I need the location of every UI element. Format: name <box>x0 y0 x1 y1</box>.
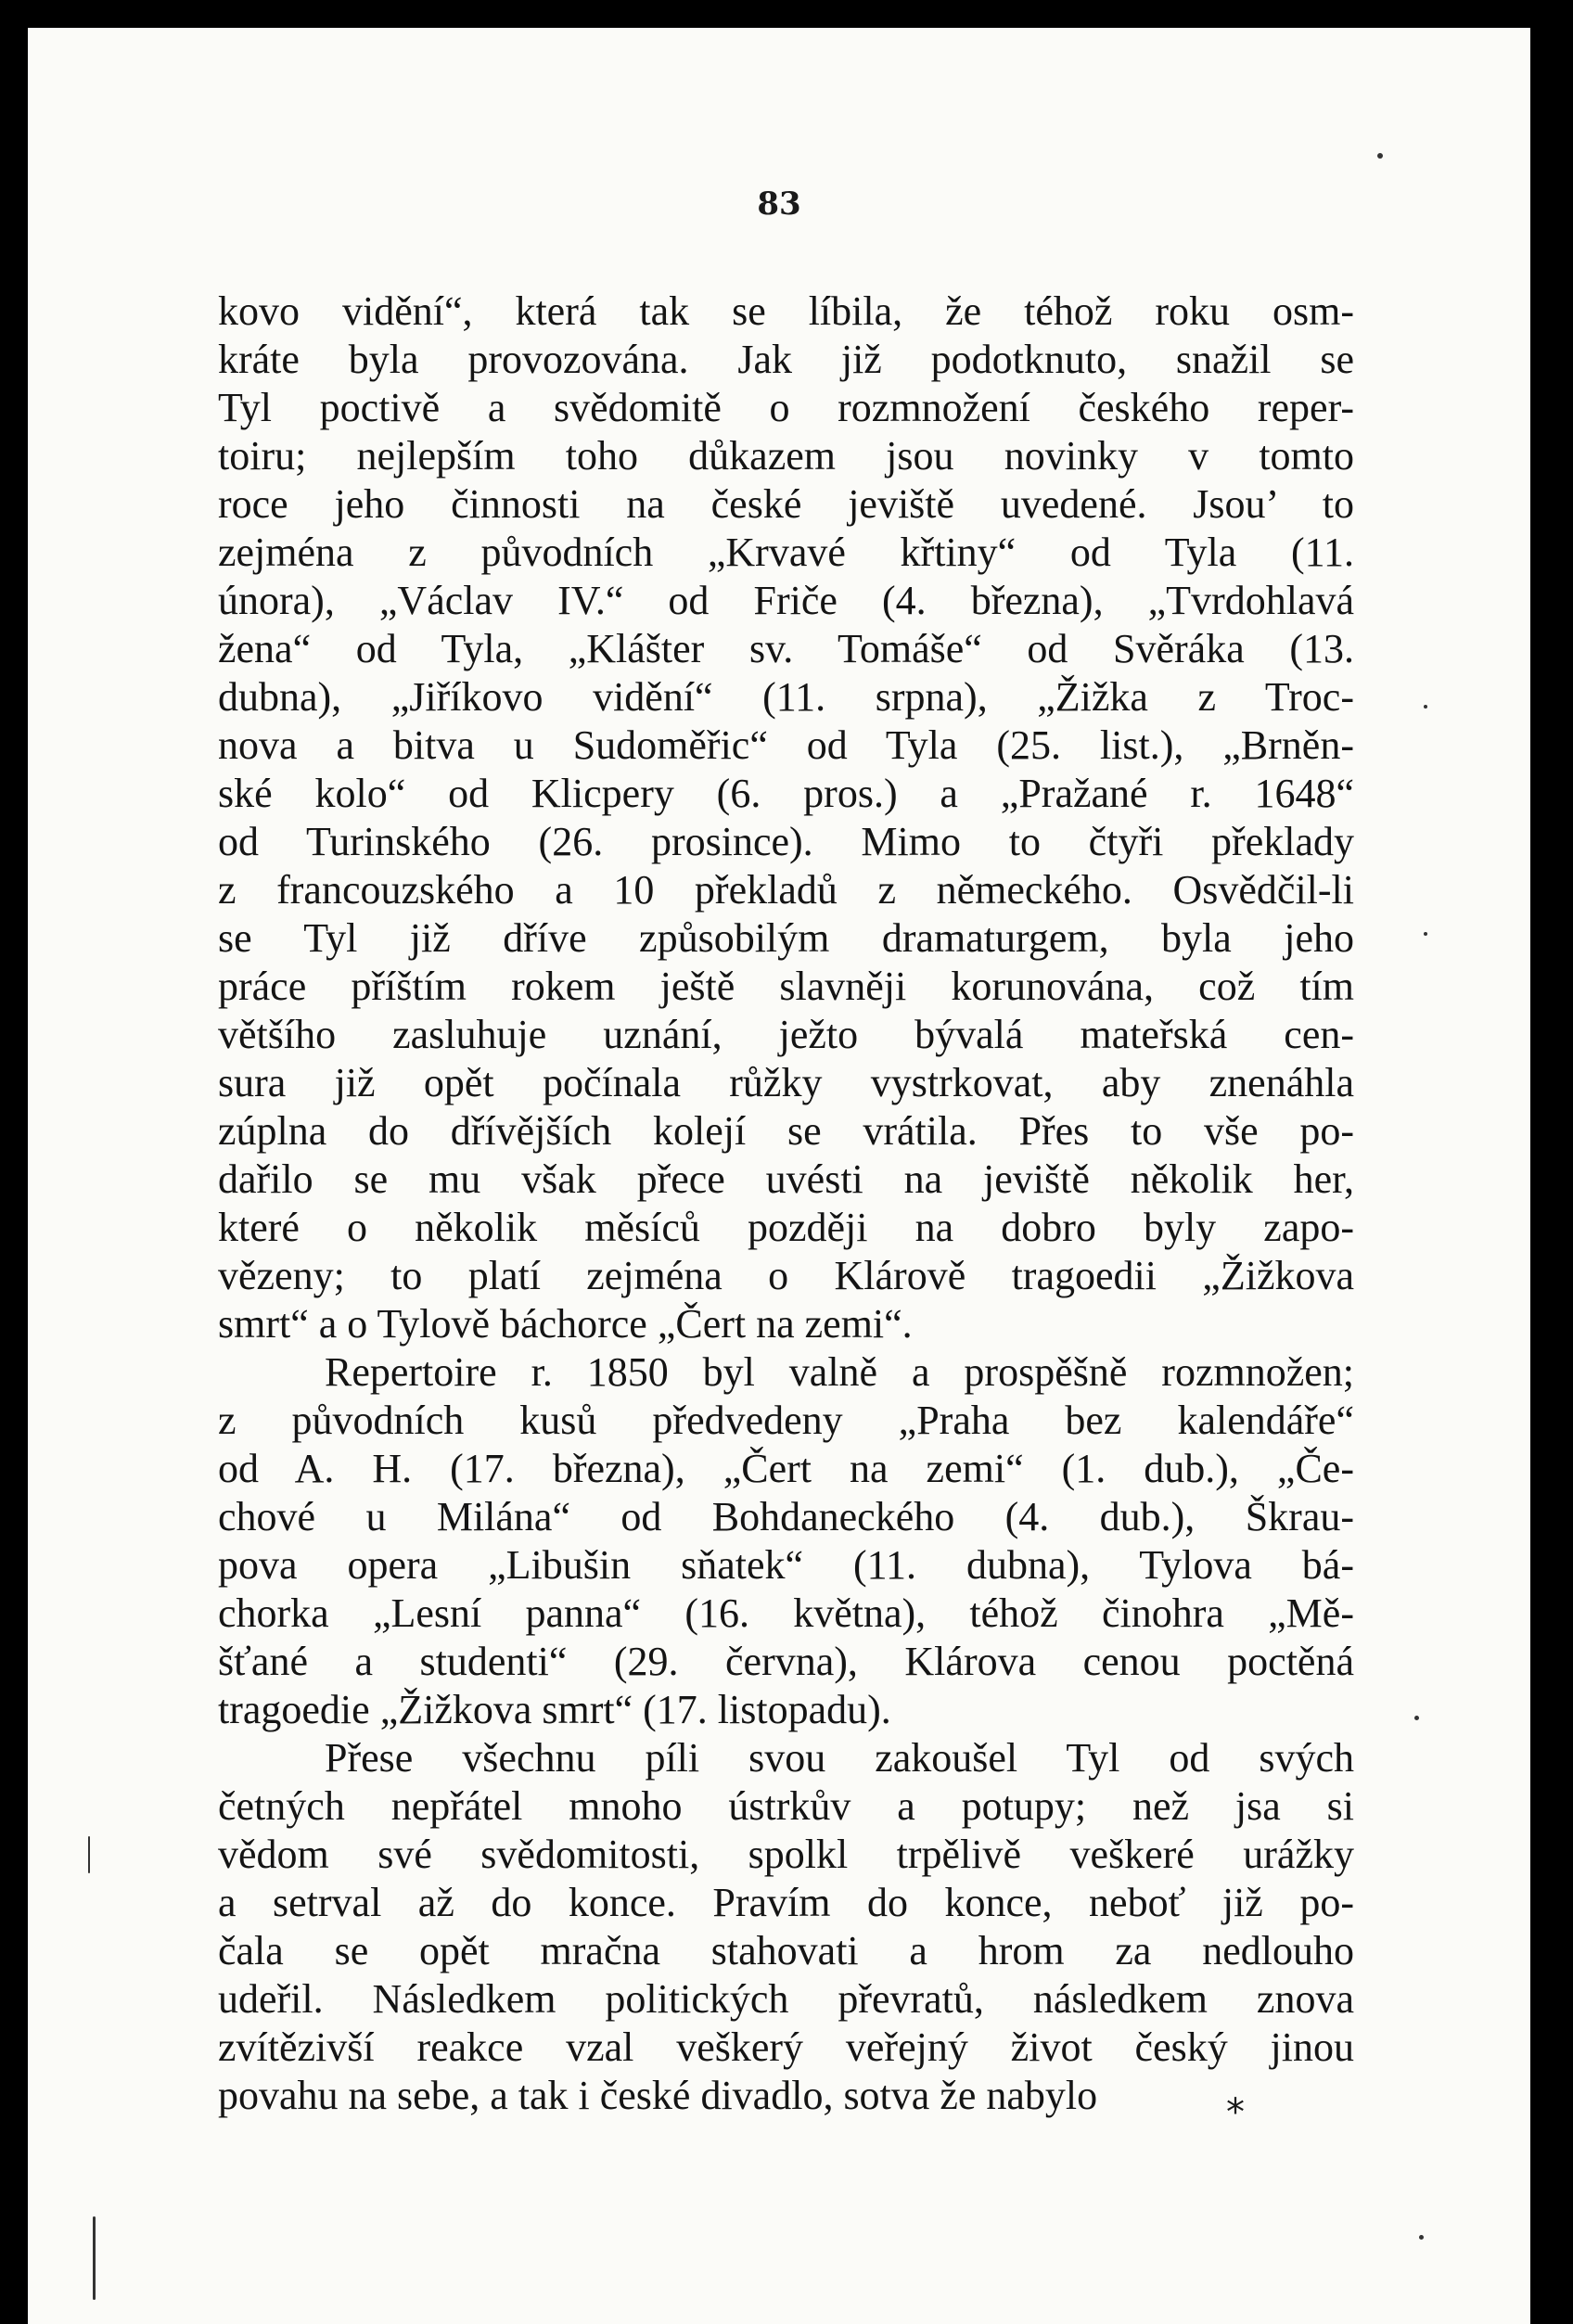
text-line: Tyl poctivě a svědomitě o rozmnožení českého reper- <box>218 385 1354 430</box>
text-line: února), „Václav IV.“ od Friče (4. března), „Tvrdohlavá <box>218 578 1354 623</box>
text-line: Repertoire r. 1850 byl valně a prospěšně rozmnožen; <box>325 1349 1354 1395</box>
scan-speck <box>1414 1716 1419 1720</box>
scan-speck <box>1424 705 1427 709</box>
text-line: nova a bitva u Sudoměřic“ od Tyla (25. list.), „Brněn- <box>218 722 1354 768</box>
text-line: smrt“ a o Tylově báchorce „Čert na zemi“. <box>218 1301 913 1347</box>
text-line: většího zasluhuje uznání, ježto bývalá mateřská cen- <box>218 1012 1354 1057</box>
body-text <box>218 287 1354 2120</box>
scan-speck <box>1419 2235 1424 2240</box>
page-number: 83 <box>757 185 801 223</box>
scan-speck <box>1377 153 1383 159</box>
text-line: vězeny; to platí zejména o Klárově tragoedii „Žižkova <box>218 1253 1354 1298</box>
text-line: čala se opět mračna stahovati a hrom za nedlouho <box>218 1928 1354 1973</box>
book-page <box>28 28 1530 2324</box>
text-line: roce jeho činnosti na české jeviště uvedené. Jsou’ to <box>218 481 1354 527</box>
text-line: žena“ od Tyla, „Klášter sv. Tomáše“ od Svěráka (13. <box>218 626 1354 671</box>
text-line: udeřil. Následkem politických převratů, následkem znova <box>218 1976 1354 2022</box>
paragraph <box>218 1734 1354 2120</box>
text-line: Přese všechnu píli svou zakoušel Tyl od svých <box>325 1735 1354 1781</box>
text-line: práce příštím rokem ještě slavněji korunována, což tím <box>218 964 1354 1009</box>
scan-border <box>0 0 28 2324</box>
text-line: dubna), „Jiříkovo vidění“ (11. srpna), „Žižka z Troc- <box>218 674 1354 720</box>
text-line: kráte byla provozována. Jak již podotknuto, snažil se <box>218 337 1354 382</box>
text-line: chorka „Lesní panna“ (16. května), téhož činohra „Mě- <box>218 1590 1354 1636</box>
scan-speck <box>1424 932 1427 936</box>
text-line: z původních kusů předvedeny „Praha bez kalendáře“ <box>218 1398 1354 1443</box>
footnote-marker: * <box>1226 2091 1245 2134</box>
text-line: tragoedie „Žižkova smrt“ (17. listopadu). <box>218 1687 891 1732</box>
text-line: zejména z původních „Krvavé křtiny“ od Tyla (11. <box>218 530 1354 575</box>
text-line: dařilo se mu však přece uvésti na jeviště několik her, <box>218 1156 1354 1202</box>
text-line: z francouzského a 10 překladů z německého. Osvědčil-li <box>218 867 1354 913</box>
text-line: pova opera „Libušin sňatek“ (11. dubna), Tylova bá- <box>218 1542 1354 1588</box>
text-line: šťané a studenti“ (29. června), Klárova cenou poctěná <box>218 1639 1354 1684</box>
scan-speck <box>93 2216 96 2300</box>
text-line: kovo vidění“, která tak se líbila, že téhož roku osm- <box>218 288 1354 334</box>
text-line: sura již opět počínala růžky vystrkovat, aby znenáhla <box>218 1060 1354 1105</box>
paragraph <box>218 287 1354 1348</box>
text-line: toiru; nejlepším toho důkazem jsou novinky v tomto <box>218 433 1354 479</box>
text-line: a setrval až do konce. Pravím do konce, neboť již po- <box>218 1880 1354 1925</box>
paragraph <box>218 1348 1354 1734</box>
text-line: chové u Milána“ od Bohdaneckého (4. dub.), Škrau- <box>218 1494 1354 1539</box>
text-line: povahu na sebe, a tak i české divadlo, sotva že nabylo <box>218 2073 1098 2118</box>
text-line: se Tyl již dříve způsobilým dramaturgem, byla jeho <box>218 915 1354 961</box>
text-line: zúplna do dřívějších kolejí se vrátila. Přes to vše po- <box>218 1108 1354 1154</box>
text-line: zvítězivší reakce vzal veškerý veřejný život český jinou <box>218 2024 1354 2070</box>
scan-speck <box>88 1836 90 1873</box>
text-line: vědom své svědomitosti, spolkl trpělivě veškeré urážky <box>218 1832 1354 1877</box>
text-line: které o několik měsíců později na dobro byly zapo- <box>218 1205 1354 1250</box>
text-line: četných nepřátel mnoho ústrkův a potupy; než jsa si <box>218 1783 1354 1829</box>
text-line: od A. H. (17. března), „Čert na zemi“ (1. dub.), „Če- <box>218 1446 1354 1491</box>
text-line: od Turinského (26. prosince). Mimo to čtyři překlady <box>218 819 1354 864</box>
text-line: ské kolo“ od Klicpery (6. pros.) a „Pražané r. 1648“ <box>218 771 1354 816</box>
